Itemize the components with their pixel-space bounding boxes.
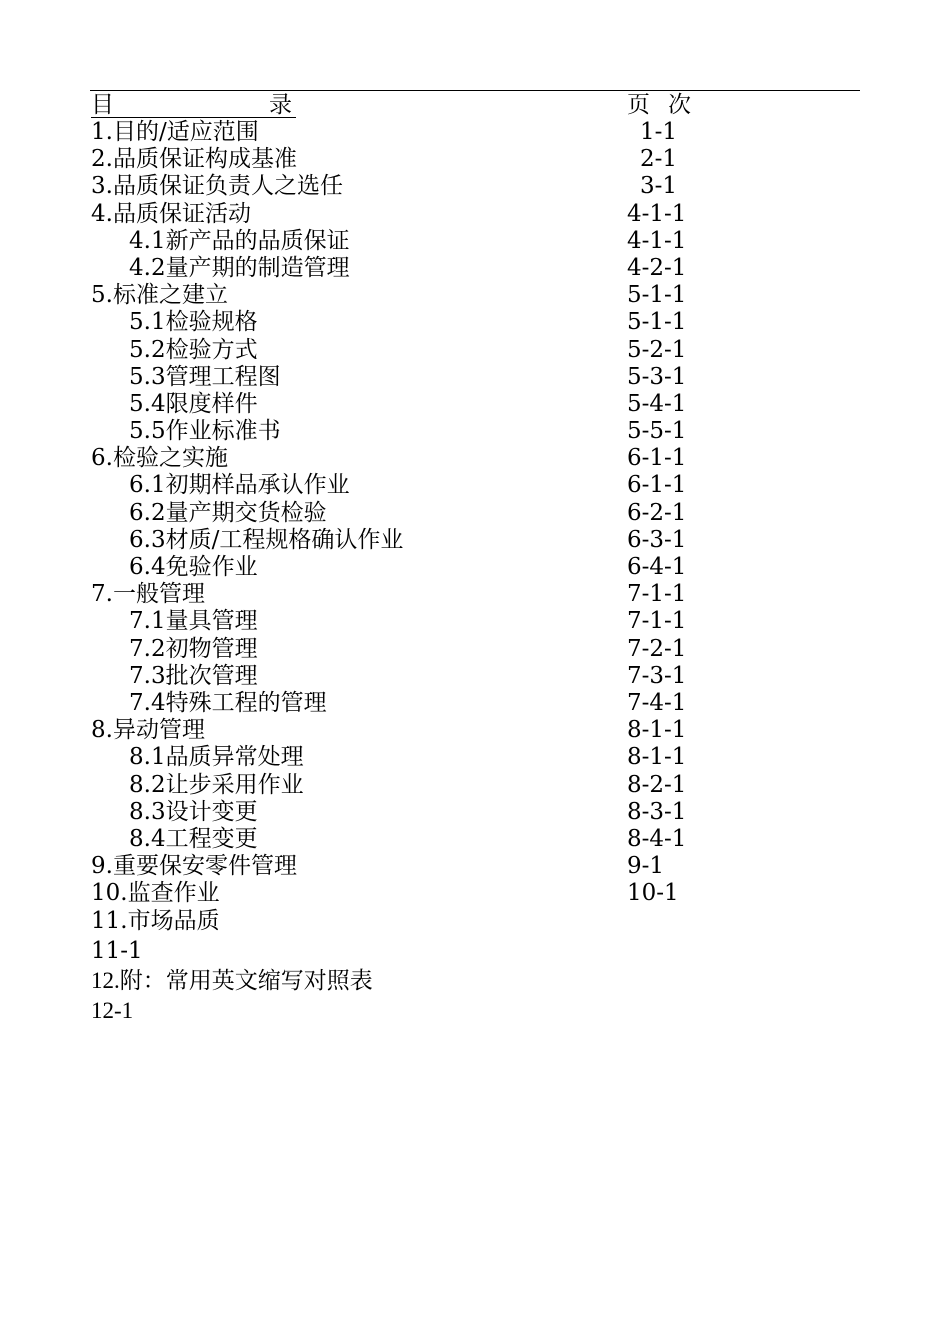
- entry-title: 5.3管理工程图: [129, 363, 281, 390]
- toc-header-page: 页次: [627, 92, 709, 118]
- entry-page: 8-2-1: [627, 771, 687, 798]
- entry-page: 7-1-1: [627, 581, 687, 608]
- entry-page: 4-1-1: [627, 227, 687, 254]
- toc-subentry[interactable]: [91, 228, 861, 255]
- entry-page: 7-1-1: [627, 608, 687, 635]
- entry-page: 6-3-1: [627, 526, 687, 553]
- entry-title: 8.1品质异常处理: [129, 744, 304, 771]
- toc-entry[interactable]: [91, 146, 861, 173]
- header-char-2: 录: [269, 92, 292, 118]
- toc-entry[interactable]: [91, 173, 861, 200]
- item-11-page: 11-1: [91, 938, 143, 964]
- entry-page: 5-1-1: [627, 309, 687, 336]
- entry-page: 10-1: [627, 880, 679, 907]
- entry-page: 6-1-1: [627, 472, 687, 499]
- toc-list: [91, 119, 861, 907]
- entry-title: 5.4限度样件: [129, 390, 258, 417]
- toc-subentry[interactable]: [91, 663, 861, 690]
- entry-title: 7.3批次管理: [129, 662, 258, 689]
- entry-page: 7-2-1: [627, 635, 687, 662]
- toc-subentry[interactable]: [91, 744, 861, 771]
- entry-title: 6.3材质/工程规格确认作业: [129, 526, 404, 553]
- toc-subentry[interactable]: [91, 554, 861, 581]
- entry-page: 5-4-1: [627, 390, 687, 417]
- toc-subentry[interactable]: [91, 690, 861, 717]
- entry-title: 3.品质保证负责人之选任: [91, 173, 343, 200]
- entry-title: 8.异动管理: [91, 717, 205, 744]
- toc-entry[interactable]: [91, 119, 861, 146]
- toc-subentry[interactable]: [91, 337, 861, 364]
- entry-title: 8.4工程变更: [129, 825, 258, 852]
- entry-title: 6.4免验作业: [129, 554, 258, 580]
- entry-title: 7.2初物管理: [129, 635, 258, 662]
- entry-title: 7.一般管理: [91, 581, 205, 608]
- entry-title: 5.5作业标准书: [129, 418, 281, 445]
- entry-page: 3-1: [640, 173, 678, 200]
- entry-title: 5.标准之建立: [91, 282, 228, 309]
- toc-subentry[interactable]: [91, 309, 861, 336]
- toc-entry[interactable]: [91, 282, 861, 309]
- toc-subentry[interactable]: [91, 636, 861, 663]
- top-rule: [90, 90, 860, 91]
- entry-title: 1.目的/适应范围: [91, 119, 259, 145]
- entry-title: 10.监查作业: [91, 880, 220, 907]
- entry-title: 5.2检验方式: [129, 336, 258, 363]
- entry-page: 8-3-1: [627, 798, 687, 825]
- entry-page: 7-4-1: [627, 689, 687, 716]
- toc-entry[interactable]: [91, 853, 861, 880]
- item-12-page: 12-1: [91, 998, 134, 1023]
- toc-subentry[interactable]: [91, 500, 861, 527]
- toc-subentry[interactable]: [91, 608, 861, 635]
- entry-page: 2-1: [640, 146, 678, 173]
- entry-title: 6.1初期样品承认作业: [129, 472, 350, 499]
- entry-page: 5-1-1: [627, 282, 687, 309]
- entry-page: 8-1-1: [627, 744, 687, 771]
- toc-entry[interactable]: [91, 201, 861, 228]
- entry-page: 4-1-1: [627, 200, 687, 227]
- header-underline: [91, 117, 296, 118]
- toc-entry[interactable]: [91, 880, 861, 907]
- toc-subentry[interactable]: [91, 472, 861, 499]
- toc-entry[interactable]: [91, 581, 861, 608]
- entry-title: 2.品质保证构成基准: [91, 146, 297, 173]
- entry-title: 8.3设计变更: [129, 798, 258, 825]
- item-11-title[interactable]: 11.市场品质: [91, 908, 220, 934]
- item-12-title[interactable]: 12.附：常用英文缩写对照表: [91, 968, 373, 993]
- entry-page: 9-1: [627, 853, 665, 880]
- entry-page: 6-4-1: [627, 554, 687, 580]
- entry-page: 4-2-1: [627, 254, 687, 281]
- toc-subentry[interactable]: [91, 826, 861, 853]
- toc-entry[interactable]: [91, 717, 861, 744]
- entry-title: 9.重要保安零件管理: [91, 853, 297, 880]
- entry-title: 6.2量产期交货检验: [129, 499, 327, 526]
- entry-title: 8.2让步采用作业: [129, 771, 304, 798]
- toc-subentry[interactable]: [91, 418, 861, 445]
- toc-subentry[interactable]: [91, 527, 861, 554]
- toc-subentry[interactable]: [91, 364, 861, 391]
- entry-title: 4.品质保证活动: [91, 200, 251, 227]
- toc-subentry[interactable]: [91, 391, 861, 418]
- entry-title: 6.检验之实施: [91, 445, 228, 472]
- entry-title: 4.1新产品的品质保证: [129, 227, 350, 254]
- header-char-1: 目: [91, 92, 114, 118]
- entry-title: 5.1检验规格: [129, 309, 258, 336]
- toc-subentry[interactable]: [91, 255, 861, 282]
- toc-subentry[interactable]: [91, 772, 861, 799]
- entry-title: 7.1量具管理: [129, 608, 258, 635]
- entry-page: 7-3-1: [627, 662, 687, 689]
- toc-subentry[interactable]: [91, 799, 861, 826]
- entry-page: 6-1-1: [627, 445, 687, 472]
- toc-header: [91, 92, 861, 119]
- toc-entry[interactable]: [91, 445, 861, 472]
- entry-page: 1-1: [640, 119, 678, 145]
- entry-title: 7.4特殊工程的管理: [129, 689, 327, 716]
- entry-page: 5-3-1: [627, 363, 687, 390]
- entry-page: 5-5-1: [627, 418, 687, 445]
- entry-page: 8-4-1: [627, 825, 687, 852]
- entry-title: 4.2量产期的制造管理: [129, 254, 350, 281]
- entry-page: 5-2-1: [627, 336, 687, 363]
- entry-page: 6-2-1: [627, 499, 687, 526]
- entry-page: 8-1-1: [627, 717, 687, 744]
